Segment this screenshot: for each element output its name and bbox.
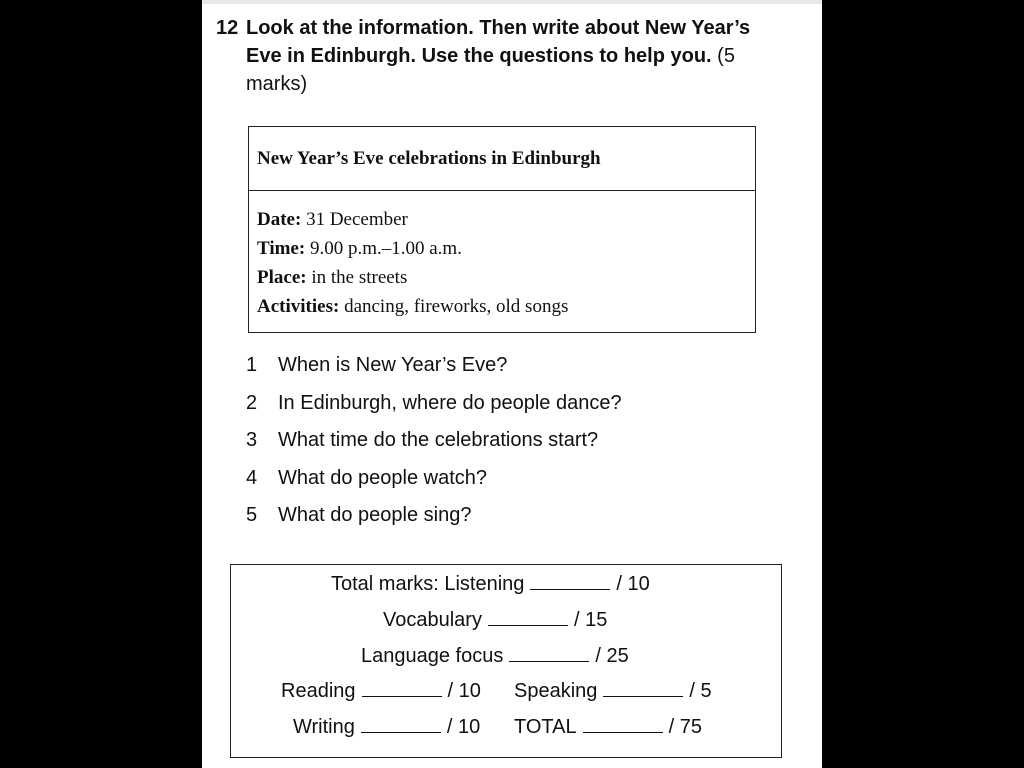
marks-language-line bbox=[361, 645, 629, 668]
question-list bbox=[246, 349, 622, 537]
marks-total-max: / 75 bbox=[668, 716, 702, 738]
question-text: When is New Year’s Eve? bbox=[278, 354, 508, 376]
question-text: What do people watch? bbox=[278, 466, 488, 489]
marks-language-label: Language focus bbox=[361, 645, 504, 667]
question-number: 5 bbox=[246, 504, 258, 526]
info-box bbox=[248, 126, 756, 333]
marks-listening-line bbox=[331, 573, 650, 596]
marks-speaking-max: / 5 bbox=[689, 680, 712, 702]
marks-writing-max: / 10 bbox=[446, 716, 481, 738]
marks-language-max: / 25 bbox=[595, 645, 629, 667]
info-label: Place: bbox=[257, 267, 307, 288]
marks-writing-blank bbox=[361, 716, 441, 733]
marks-reading-blank bbox=[362, 680, 442, 697]
marks-speaking-label: Speaking bbox=[514, 680, 598, 702]
info-box-body bbox=[249, 191, 755, 321]
question-number: 3 bbox=[246, 429, 258, 451]
info-label: Date: bbox=[257, 209, 302, 230]
marks-reading-line bbox=[281, 680, 481, 703]
question-number: 1 bbox=[246, 354, 258, 376]
marks-listening-max: / 10 bbox=[616, 573, 650, 595]
question-item bbox=[246, 424, 622, 462]
info-label: Time: bbox=[257, 238, 306, 259]
marks-listening-label: Total marks: Listening bbox=[331, 573, 525, 595]
marks-speaking-line bbox=[514, 680, 712, 703]
worksheet-page bbox=[202, 0, 822, 768]
marks-summary-box bbox=[230, 564, 782, 758]
marks-vocabulary-label: Vocabulary bbox=[383, 609, 482, 631]
question-number: 4 bbox=[246, 466, 258, 489]
marks-writing-line bbox=[293, 716, 480, 739]
marks-speaking-blank bbox=[603, 680, 683, 697]
info-value: 9.00 p.m.–1.00 a.m. bbox=[309, 238, 462, 259]
question-item bbox=[246, 387, 622, 425]
info-row-time bbox=[257, 234, 755, 263]
task-instruction bbox=[216, 14, 776, 98]
question-item bbox=[246, 349, 622, 387]
marks-writing-label: Writing bbox=[293, 716, 355, 738]
question-text: In Edinburgh, where do people dance? bbox=[278, 391, 622, 414]
marks-total-label: TOTAL bbox=[514, 716, 577, 738]
task-marks: (5 marks) bbox=[246, 45, 735, 95]
page-top-strip bbox=[202, 0, 822, 4]
marks-vocabulary-blank bbox=[488, 609, 568, 626]
info-box-title: New Year’s Eve celebrations in Edinburgh bbox=[249, 127, 755, 191]
info-row-place bbox=[257, 263, 755, 292]
marks-reading-max: / 10 bbox=[447, 680, 481, 702]
info-row-activities bbox=[257, 292, 755, 321]
marks-total-blank bbox=[583, 716, 663, 733]
question-text: What do people sing? bbox=[278, 504, 472, 526]
marks-vocabulary-line bbox=[383, 609, 607, 632]
marks-reading-label: Reading bbox=[281, 680, 356, 702]
question-item bbox=[246, 462, 622, 500]
question-number: 2 bbox=[246, 391, 258, 414]
info-value: 31 December bbox=[306, 209, 408, 230]
task-prompt: Look at the information. Then write about New Year’s Eve in Edinburgh. Use the questions to help you. bbox=[246, 17, 751, 67]
task-text bbox=[246, 14, 776, 98]
marks-vocabulary-max: / 15 bbox=[573, 609, 608, 631]
marks-language-blank bbox=[509, 645, 589, 662]
info-value: dancing, fireworks, old songs bbox=[344, 296, 569, 317]
task-number: 12 bbox=[216, 17, 239, 39]
info-value: in the streets bbox=[311, 267, 408, 288]
marks-total-line bbox=[514, 716, 702, 739]
marks-listening-blank bbox=[530, 573, 610, 590]
info-label: Activities: bbox=[257, 296, 340, 317]
info-row-date bbox=[257, 205, 755, 234]
question-text: What time do the celebrations start? bbox=[278, 429, 599, 451]
question-item bbox=[246, 499, 622, 537]
